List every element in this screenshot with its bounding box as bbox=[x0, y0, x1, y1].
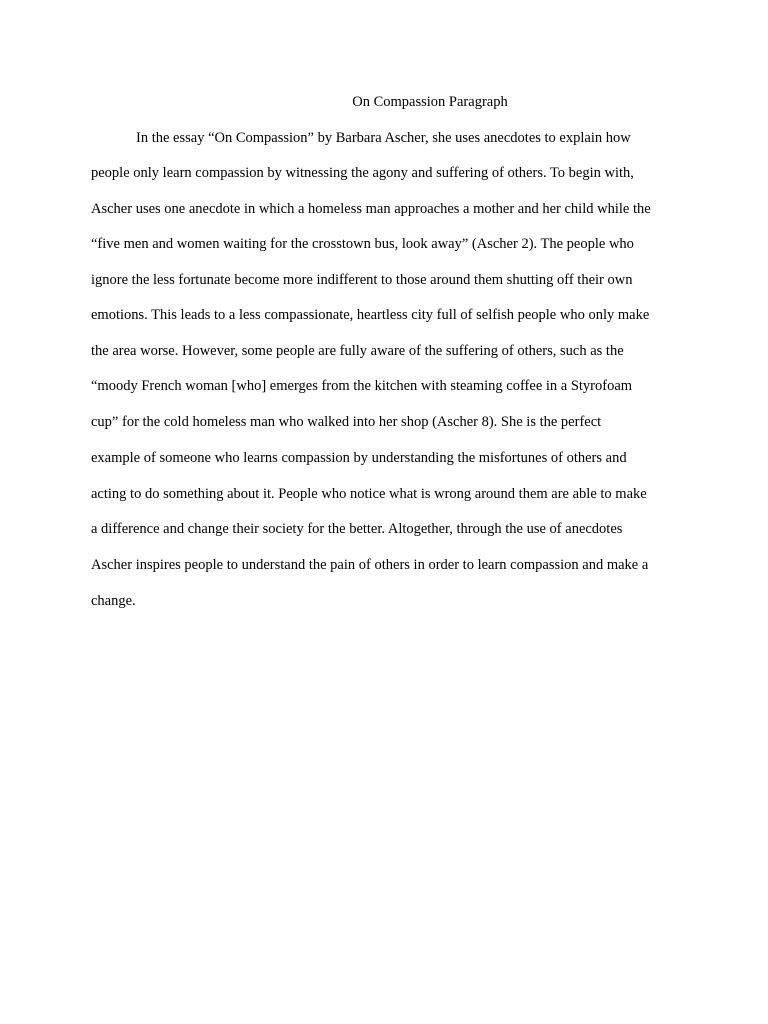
paragraph-line-3: Ascher uses one anecdote in which a homeless man approaches a mother and her child while the bbox=[91, 201, 651, 217]
paragraph-line-1: In the essay “On Compassion” by Barbara Ascher, she uses anecdotes to explain how bbox=[136, 130, 631, 146]
paragraph-line-14: change. bbox=[91, 593, 136, 609]
paragraph-line-4: “five men and women waiting for the crosstown bus, look away” (Ascher 2). The people who bbox=[91, 236, 634, 252]
paragraph-line-11: acting to do something about it. People who notice what is wrong around them are able to make bbox=[91, 486, 647, 502]
paragraph-line-13: Ascher inspires people to understand the pain of others in order to learn compassion and make a bbox=[91, 557, 649, 573]
paragraph-line-10: example of someone who learns compassion by understanding the misfortunes of others and bbox=[91, 450, 627, 466]
paragraph-line-7: the area worse. However, some people are fully aware of the suffering of others, such as the bbox=[91, 343, 624, 359]
paragraph-line-8: “moody French woman [who] emerges from the kitchen with steaming coffee in a Styrofoam bbox=[91, 378, 633, 394]
paragraph-line-9: cup” for the cold homeless man who walked into her shop (Ascher 8). She is the perfect bbox=[91, 414, 602, 430]
paragraph-line-12: a difference and change their society for the better. Altogether, through the use of anecdotes bbox=[91, 521, 623, 537]
paragraph-line-5: ignore the less fortunate become more indifferent to those around them shutting off their own bbox=[91, 272, 633, 288]
paragraph-line-6: emotions. This leads to a less compassionate, heartless city full of selfish people who only make bbox=[91, 307, 650, 323]
paragraph-line-2: people only learn compassion by witnessing the agony and suffering of others. To begin with, bbox=[91, 165, 634, 181]
document-title: On Compassion Paragraph bbox=[352, 94, 508, 110]
